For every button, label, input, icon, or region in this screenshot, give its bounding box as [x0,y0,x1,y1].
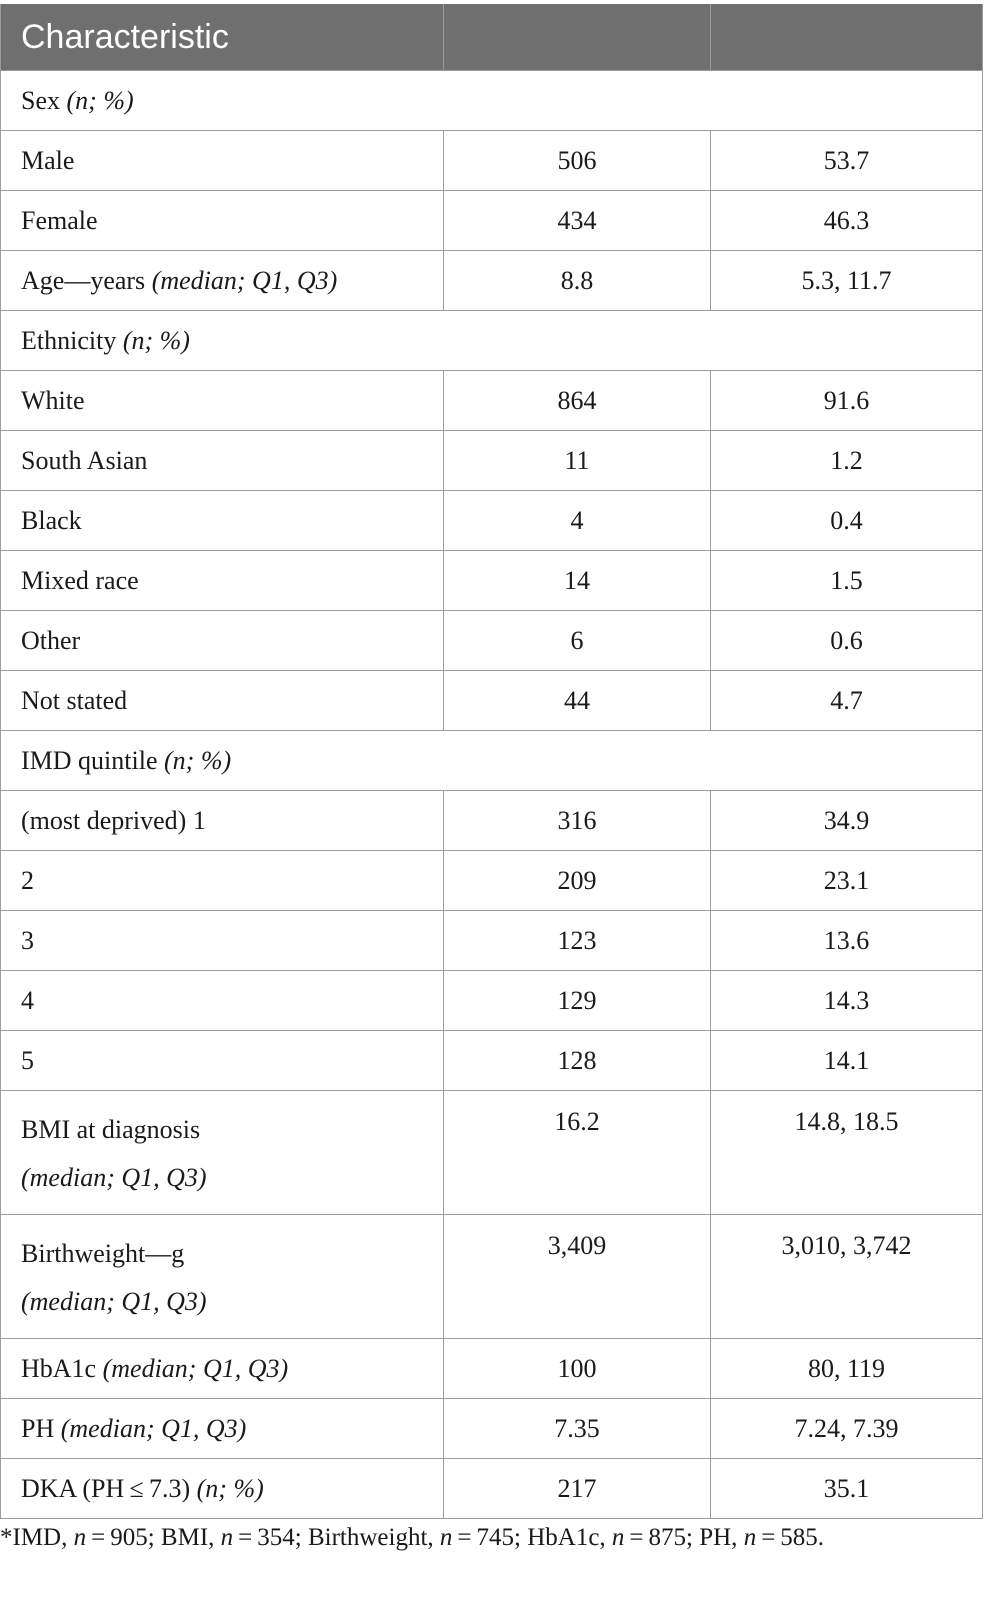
section-label: IMD quintile (n; %) [1,731,983,791]
row-value-2: 91.6 [711,371,983,431]
row-value-2: 53.7 [711,131,983,191]
table-header [1,4,983,71]
row-label: Age—years (median; Q1, Q3) [1,251,444,311]
section-row-imd [1,731,983,791]
row-value-1: 14 [444,551,711,611]
row-value-1: 217 [444,1459,711,1519]
table-row [1,371,983,431]
row-value-1: 316 [444,791,711,851]
row-label: DKA (PH ≤ 7.3) (n; %) [1,1459,444,1519]
row-value-1: 44 [444,671,711,731]
row-value-1: 4 [444,491,711,551]
row-value-1: 6 [444,611,711,671]
row-label: White [1,371,444,431]
row-label: PH (median; Q1, Q3) [1,1399,444,1459]
header-characteristic: Characteristic [1,4,444,71]
row-label: South Asian [1,431,444,491]
table-row [1,971,983,1031]
row-label: Not stated [1,671,444,731]
row-value-1: 3,409 [444,1215,711,1339]
row-label: 4 [1,971,444,1031]
table-row [1,671,983,731]
row-value-1: 128 [444,1031,711,1091]
row-value-1: 100 [444,1339,711,1399]
row-value-1: 129 [444,971,711,1031]
row-value-2: 13.6 [711,911,983,971]
table-row [1,131,983,191]
header-col-2 [444,4,711,71]
row-label: Male [1,131,444,191]
row-value-2: 80, 119 [711,1339,983,1399]
row-value-1: 209 [444,851,711,911]
table-row [1,191,983,251]
row-value-2: 5.3, 11.7 [711,251,983,311]
table-row [1,791,983,851]
row-label: HbA1c (median; Q1, Q3) [1,1339,444,1399]
row-label: Female [1,191,444,251]
table-footnote: *IMD, n = 905; BMI, n = 354; Birthweight, n = 745; HbA1c, n = 875; PH, n = 585. [0,1524,825,1551]
table-row [1,1339,983,1399]
row-value-2: 14.8, 18.5 [711,1091,983,1215]
row-value-1: 434 [444,191,711,251]
table-row [1,1031,983,1091]
row-value-2: 1.2 [711,431,983,491]
header-col-3 [711,4,983,71]
row-value-2: 0.6 [711,611,983,671]
row-value-2: 34.9 [711,791,983,851]
row-value-2: 3,010, 3,742 [711,1215,983,1339]
row-label: Other [1,611,444,671]
row-value-2: 1.5 [711,551,983,611]
section-label: Ethnicity (n; %) [1,311,983,371]
row-value-1: 16.2 [444,1091,711,1215]
table-row [1,1215,983,1339]
table-row [1,1459,983,1519]
row-label: 2 [1,851,444,911]
table-row [1,611,983,671]
row-label: 5 [1,1031,444,1091]
row-value-1: 123 [444,911,711,971]
row-value-1: 11 [444,431,711,491]
row-value-2: 14.3 [711,971,983,1031]
row-value-1: 8.8 [444,251,711,311]
row-label: Mixed race [1,551,444,611]
section-row-sex [1,71,983,131]
row-label: Birthweight—g (median; Q1, Q3) [1,1215,444,1339]
row-label: 3 [1,911,444,971]
row-label: BMI at diagnosis (median; Q1, Q3) [1,1091,444,1215]
row-value-2: 23.1 [711,851,983,911]
row-value-1: 864 [444,371,711,431]
row-label: Black [1,491,444,551]
row-value-2: 4.7 [711,671,983,731]
row-value-2: 35.1 [711,1459,983,1519]
table-row [1,851,983,911]
table-row [1,491,983,551]
row-value-1: 506 [444,131,711,191]
table-row [1,911,983,971]
row-value-1: 7.35 [444,1399,711,1459]
row-value-2: 14.1 [711,1031,983,1091]
header-row [1,4,983,71]
row-value-2: 46.3 [711,191,983,251]
table-row [1,1091,983,1215]
row-label: (most deprived) 1 [1,791,444,851]
section-label: Sex (n; %) [1,71,983,131]
table-row [1,251,983,311]
section-row-ethnicity [1,311,983,371]
table-row [1,431,983,491]
table-row [1,551,983,611]
row-value-2: 0.4 [711,491,983,551]
table-row [1,1399,983,1459]
characteristics-table [0,4,983,1519]
row-value-2: 7.24, 7.39 [711,1399,983,1459]
